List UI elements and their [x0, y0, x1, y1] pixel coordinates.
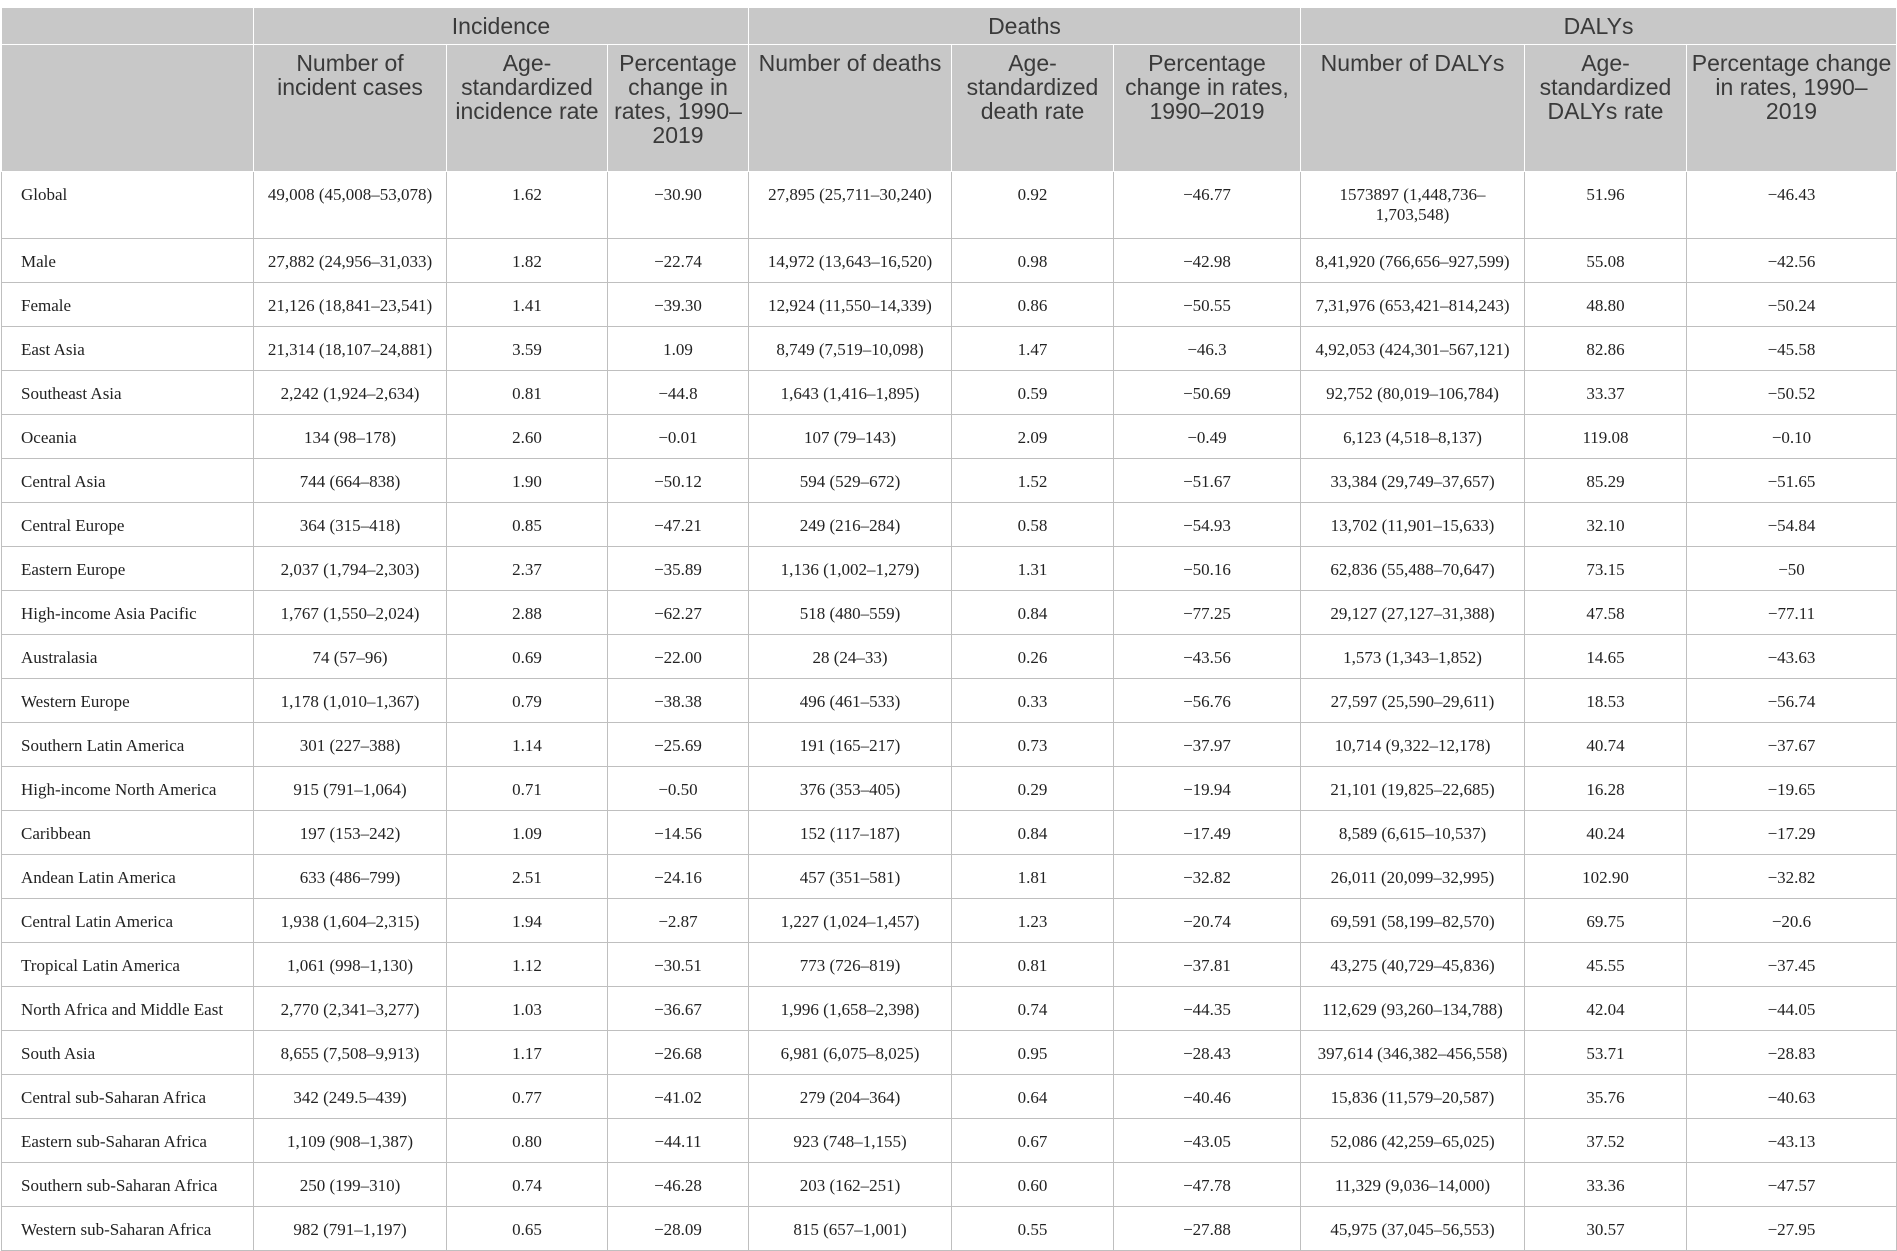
table-cell: 0.26 [952, 635, 1114, 679]
row-label: South Asia [2, 1031, 254, 1075]
table-cell: −50.16 [1114, 547, 1301, 591]
table-cell: 496 (461–533) [749, 679, 952, 723]
table-row [2, 239, 1897, 283]
table-cell: −14.56 [608, 811, 749, 855]
table-cell: −77.25 [1114, 591, 1301, 635]
header-column-row [2, 45, 1897, 172]
table-cell: −17.49 [1114, 811, 1301, 855]
table-row [2, 1207, 1897, 1251]
table-cell: 2,037 (1,794–2,303) [254, 547, 447, 591]
table-row [2, 1119, 1897, 1163]
row-label: Central Europe [2, 503, 254, 547]
table-cell: −37.97 [1114, 723, 1301, 767]
table-cell: −30.51 [608, 943, 749, 987]
table-row [2, 327, 1897, 371]
row-label: Tropical Latin America [2, 943, 254, 987]
table-cell: 12,924 (11,550–14,339) [749, 283, 952, 327]
table-cell: 21,314 (18,107–24,881) [254, 327, 447, 371]
table-cell: 0.84 [952, 591, 1114, 635]
table-cell: 40.24 [1525, 811, 1687, 855]
table-cell: 0.98 [952, 239, 1114, 283]
table-cell: 0.60 [952, 1163, 1114, 1207]
table-cell: 203 (162–251) [749, 1163, 952, 1207]
table-cell: 7,31,976 (653,421–814,243) [1301, 283, 1525, 327]
table-cell: 0.74 [447, 1163, 608, 1207]
table-row [2, 1075, 1897, 1119]
table-cell: 1.14 [447, 723, 608, 767]
table-cell: 0.67 [952, 1119, 1114, 1163]
table-cell: 6,123 (4,518–8,137) [1301, 415, 1525, 459]
table-cell: −2.87 [608, 899, 749, 943]
table-cell: 923 (748–1,155) [749, 1119, 952, 1163]
table-cell: −28.43 [1114, 1031, 1301, 1075]
header-dalys-rate: Age-standardized DALYs rate [1525, 45, 1687, 172]
table-cell: 191 (165–217) [749, 723, 952, 767]
header-incidence-change: Percentage change in rates, 1990–2019 [608, 45, 749, 172]
row-label: Eastern sub-Saharan Africa [2, 1119, 254, 1163]
table-cell: 2,242 (1,924–2,634) [254, 371, 447, 415]
table-cell: 1.09 [608, 327, 749, 371]
table-cell: −27.88 [1114, 1207, 1301, 1251]
table-cell: 33.36 [1525, 1163, 1687, 1207]
row-label: Southeast Asia [2, 371, 254, 415]
table-cell: 26,011 (20,099–32,995) [1301, 855, 1525, 899]
header-group-dalys: DALYs [1301, 8, 1897, 45]
table-row [2, 987, 1897, 1031]
table-cell: 47.58 [1525, 591, 1687, 635]
row-label: Female [2, 283, 254, 327]
table-cell: 119.08 [1525, 415, 1687, 459]
data-table [1, 7, 1897, 1251]
table-cell: 92,752 (80,019–106,784) [1301, 371, 1525, 415]
table-cell: −50.52 [1687, 371, 1897, 415]
table-cell: 457 (351–581) [749, 855, 952, 899]
table-cell: −47.78 [1114, 1163, 1301, 1207]
table-cell: 1,061 (998–1,130) [254, 943, 447, 987]
table-cell: 18.53 [1525, 679, 1687, 723]
table-cell: −32.82 [1114, 855, 1301, 899]
table-row [2, 899, 1897, 943]
table-cell: 27,597 (25,590–29,611) [1301, 679, 1525, 723]
table-cell: 1,136 (1,002–1,279) [749, 547, 952, 591]
table-cell: 1.52 [952, 459, 1114, 503]
table-cell: −40.46 [1114, 1075, 1301, 1119]
table-cell: 11,329 (9,036–14,000) [1301, 1163, 1525, 1207]
table-header [2, 8, 1897, 172]
table-cell: 62,836 (55,488–70,647) [1301, 547, 1525, 591]
table-cell: −50.69 [1114, 371, 1301, 415]
table-cell: 0.65 [447, 1207, 608, 1251]
header-death-rate: Age-standardized death rate [952, 45, 1114, 172]
table-row [2, 283, 1897, 327]
table-cell: 0.79 [447, 679, 608, 723]
table-cell: 249 (216–284) [749, 503, 952, 547]
table-cell: 74 (57–96) [254, 635, 447, 679]
table-cell: 0.81 [447, 371, 608, 415]
table-cell: 14,972 (13,643–16,520) [749, 239, 952, 283]
table-cell: 42.04 [1525, 987, 1687, 1031]
table-cell: 8,589 (6,615–10,537) [1301, 811, 1525, 855]
table-cell: 30.57 [1525, 1207, 1687, 1251]
table-cell: 0.86 [952, 283, 1114, 327]
table-cell: 0.84 [952, 811, 1114, 855]
table-cell: −43.56 [1114, 635, 1301, 679]
table-cell: −0.49 [1114, 415, 1301, 459]
table-row [2, 943, 1897, 987]
header-dalys-change: Percentage change in rates, 1990–2019 [1687, 45, 1897, 172]
table-cell: 0.81 [952, 943, 1114, 987]
table-cell: −51.65 [1687, 459, 1897, 503]
table-cell: 3.59 [447, 327, 608, 371]
table-cell: 633 (486–799) [254, 855, 447, 899]
table-cell: 73.15 [1525, 547, 1687, 591]
table-cell: 1.09 [447, 811, 608, 855]
table-cell: −44.8 [608, 371, 749, 415]
row-label: North Africa and Middle East [2, 987, 254, 1031]
row-label: Central sub-Saharan Africa [2, 1075, 254, 1119]
table-cell: 2.09 [952, 415, 1114, 459]
table-cell: 0.77 [447, 1075, 608, 1119]
table-cell: 1,227 (1,024–1,457) [749, 899, 952, 943]
table-cell: 1,643 (1,416–1,895) [749, 371, 952, 415]
table-cell: −20.6 [1687, 899, 1897, 943]
table-cell: −19.94 [1114, 767, 1301, 811]
table-cell: −19.65 [1687, 767, 1897, 811]
table-cell: −20.74 [1114, 899, 1301, 943]
table-cell: 279 (204–364) [749, 1075, 952, 1119]
table-row [2, 503, 1897, 547]
table-row [2, 1031, 1897, 1075]
row-label: High-income Asia Pacific [2, 591, 254, 635]
table-cell: 364 (315–418) [254, 503, 447, 547]
table-cell: 51.96 [1525, 172, 1687, 239]
table-cell: 16.28 [1525, 767, 1687, 811]
table-cell: −28.83 [1687, 1031, 1897, 1075]
table-cell: 52,086 (42,259–65,025) [1301, 1119, 1525, 1163]
table-cell: 29,127 (27,127–31,388) [1301, 591, 1525, 635]
table-cell: −42.98 [1114, 239, 1301, 283]
table-cell: 1.62 [447, 172, 608, 239]
row-label: Eastern Europe [2, 547, 254, 591]
table-row [2, 635, 1897, 679]
table-cell: 43,275 (40,729–45,836) [1301, 943, 1525, 987]
row-label: Global [2, 172, 254, 239]
table-cell: 1.90 [447, 459, 608, 503]
table-cell: 69.75 [1525, 899, 1687, 943]
table-row [2, 591, 1897, 635]
table-cell: 27,882 (24,956–31,033) [254, 239, 447, 283]
row-label: High-income North America [2, 767, 254, 811]
table-cell: 301 (227–388) [254, 723, 447, 767]
table-cell: 8,749 (7,519–10,098) [749, 327, 952, 371]
table-cell: 0.71 [447, 767, 608, 811]
table-cell: 0.59 [952, 371, 1114, 415]
table-cell: −40.63 [1687, 1075, 1897, 1119]
row-label: Southern sub-Saharan Africa [2, 1163, 254, 1207]
table-row [2, 679, 1897, 723]
table-row [2, 767, 1897, 811]
table-cell: 28 (24–33) [749, 635, 952, 679]
table-cell: 14.65 [1525, 635, 1687, 679]
table-cell: 82.86 [1525, 327, 1687, 371]
table-cell: −37.45 [1687, 943, 1897, 987]
table-cell: −22.74 [608, 239, 749, 283]
table-cell: 397,614 (346,382–456,558) [1301, 1031, 1525, 1075]
table-cell: 1.03 [447, 987, 608, 1031]
table-row [2, 459, 1897, 503]
table-cell: −25.69 [608, 723, 749, 767]
row-label: Western Europe [2, 679, 254, 723]
table-cell: 0.92 [952, 172, 1114, 239]
table-cell: −50.55 [1114, 283, 1301, 327]
table-cell: −54.84 [1687, 503, 1897, 547]
table-cell: −43.05 [1114, 1119, 1301, 1163]
table-cell: 8,655 (7,508–9,913) [254, 1031, 447, 1075]
table-cell: 45,975 (37,045–56,553) [1301, 1207, 1525, 1251]
table-cell: 1573897 (1,448,736–1,703,548) [1301, 172, 1525, 239]
table-cell: −17.29 [1687, 811, 1897, 855]
table-cell: 85.29 [1525, 459, 1687, 503]
row-label: Central Latin America [2, 899, 254, 943]
header-death-change: Percentage change in rates, 1990–2019 [1114, 45, 1301, 172]
table-cell: 1,938 (1,604–2,315) [254, 899, 447, 943]
table-cell: −46.28 [608, 1163, 749, 1207]
table-cell: 55.08 [1525, 239, 1687, 283]
table-cell: −32.82 [1687, 855, 1897, 899]
table-cell: −62.27 [608, 591, 749, 635]
table-cell: 1.41 [447, 283, 608, 327]
table-cell: −43.13 [1687, 1119, 1897, 1163]
table-cell: 773 (726–819) [749, 943, 952, 987]
table-cell: 1.17 [447, 1031, 608, 1075]
table-cell: 1,573 (1,343–1,852) [1301, 635, 1525, 679]
table-cell: 45.55 [1525, 943, 1687, 987]
table-cell: 1.81 [952, 855, 1114, 899]
table-cell: 0.69 [447, 635, 608, 679]
row-label: Western sub-Saharan Africa [2, 1207, 254, 1251]
table-cell: 2.88 [447, 591, 608, 635]
table-body [2, 172, 1897, 1251]
table-cell: −27.95 [1687, 1207, 1897, 1251]
table-cell: −24.16 [608, 855, 749, 899]
table-cell: −51.67 [1114, 459, 1301, 503]
table-cell: 1.12 [447, 943, 608, 987]
table-cell: 2.37 [447, 547, 608, 591]
table-cell: −38.38 [608, 679, 749, 723]
table-cell: −36.67 [608, 987, 749, 1031]
table-cell: −37.67 [1687, 723, 1897, 767]
table-cell: 1.94 [447, 899, 608, 943]
table-cell: −28.09 [608, 1207, 749, 1251]
table-cell: 1,767 (1,550–2,024) [254, 591, 447, 635]
table-cell: 152 (117–187) [749, 811, 952, 855]
header-group-deaths: Deaths [749, 8, 1301, 45]
table-cell: 1.82 [447, 239, 608, 283]
table-cell: 1.47 [952, 327, 1114, 371]
row-label: Oceania [2, 415, 254, 459]
table-cell: 4,92,053 (424,301–567,121) [1301, 327, 1525, 371]
table-cell: 0.64 [952, 1075, 1114, 1119]
table-cell: 0.95 [952, 1031, 1114, 1075]
table-row [2, 855, 1897, 899]
table-cell: −47.57 [1687, 1163, 1897, 1207]
table-cell: −44.11 [608, 1119, 749, 1163]
table-cell: −41.02 [608, 1075, 749, 1119]
table-cell: 1,178 (1,010–1,367) [254, 679, 447, 723]
table-cell: −43.63 [1687, 635, 1897, 679]
table-cell: −44.35 [1114, 987, 1301, 1031]
table-cell: 518 (480–559) [749, 591, 952, 635]
table-cell: 0.73 [952, 723, 1114, 767]
table-cell: 35.76 [1525, 1075, 1687, 1119]
table-cell: 107 (79–143) [749, 415, 952, 459]
table-cell: 13,702 (11,901–15,633) [1301, 503, 1525, 547]
row-label: Caribbean [2, 811, 254, 855]
table-cell: −39.30 [608, 283, 749, 327]
header-group-row [2, 8, 1897, 45]
table-cell: 27,895 (25,711–30,240) [749, 172, 952, 239]
table-cell: 342 (249.5–439) [254, 1075, 447, 1119]
table-cell: −46.77 [1114, 172, 1301, 239]
table-row [2, 1163, 1897, 1207]
row-label: Southern Latin America [2, 723, 254, 767]
table-cell: −56.74 [1687, 679, 1897, 723]
table-cell: 1.31 [952, 547, 1114, 591]
table-cell: 49,008 (45,008–53,078) [254, 172, 447, 239]
table-cell: −26.68 [608, 1031, 749, 1075]
header-corner [2, 8, 254, 45]
table-row [2, 811, 1897, 855]
header-corner-sub [2, 45, 254, 172]
table-row [2, 723, 1897, 767]
table-cell: 37.52 [1525, 1119, 1687, 1163]
table-cell: 0.29 [952, 767, 1114, 811]
table-cell: 1,996 (1,658–2,398) [749, 987, 952, 1031]
header-incidence-rate: Age-standardized incidence rate [447, 45, 608, 172]
table-row [2, 547, 1897, 591]
table-cell: 53.71 [1525, 1031, 1687, 1075]
table-cell: 744 (664–838) [254, 459, 447, 503]
table-cell: 0.58 [952, 503, 1114, 547]
header-deaths: Number of deaths [749, 45, 952, 172]
table-cell: 33.37 [1525, 371, 1687, 415]
table-cell: 112,629 (93,260–134,788) [1301, 987, 1525, 1031]
table-cell: 594 (529–672) [749, 459, 952, 503]
table-cell: −0.10 [1687, 415, 1897, 459]
header-incident-cases: Number of incident cases [254, 45, 447, 172]
table-cell: −0.01 [608, 415, 749, 459]
row-label: Andean Latin America [2, 855, 254, 899]
table-cell: −47.21 [608, 503, 749, 547]
table-cell: −50 [1687, 547, 1897, 591]
table-cell: −54.93 [1114, 503, 1301, 547]
table-cell: 376 (353–405) [749, 767, 952, 811]
table-cell: 915 (791–1,064) [254, 767, 447, 811]
table-cell: 69,591 (58,199–82,570) [1301, 899, 1525, 943]
table-cell: 0.33 [952, 679, 1114, 723]
table-cell: 21,126 (18,841–23,541) [254, 283, 447, 327]
table-cell: −37.81 [1114, 943, 1301, 987]
table-cell: 134 (98–178) [254, 415, 447, 459]
row-label: Male [2, 239, 254, 283]
table-cell: 48.80 [1525, 283, 1687, 327]
table-cell: 0.80 [447, 1119, 608, 1163]
table-cell: 102.90 [1525, 855, 1687, 899]
table-cell: 8,41,920 (766,656–927,599) [1301, 239, 1525, 283]
table-cell: 0.55 [952, 1207, 1114, 1251]
row-label: East Asia [2, 327, 254, 371]
table-cell: −77.11 [1687, 591, 1897, 635]
table-cell: −30.90 [608, 172, 749, 239]
table-cell: 33,384 (29,749–37,657) [1301, 459, 1525, 503]
table-cell: −35.89 [608, 547, 749, 591]
row-label: Australasia [2, 635, 254, 679]
table-cell: −50.12 [608, 459, 749, 503]
table-cell: −46.43 [1687, 172, 1897, 239]
table-cell: 32.10 [1525, 503, 1687, 547]
table-cell: 197 (153–242) [254, 811, 447, 855]
table-cell: 815 (657–1,001) [749, 1207, 952, 1251]
table-cell: 0.74 [952, 987, 1114, 1031]
row-label: Central Asia [2, 459, 254, 503]
table-cell: 2,770 (2,341–3,277) [254, 987, 447, 1031]
table-cell: −22.00 [608, 635, 749, 679]
table-cell: 1,109 (908–1,387) [254, 1119, 447, 1163]
table-cell: 15,836 (11,579–20,587) [1301, 1075, 1525, 1119]
table-cell: 1.23 [952, 899, 1114, 943]
table-cell: −56.76 [1114, 679, 1301, 723]
table-row [2, 371, 1897, 415]
table-cell: 982 (791–1,197) [254, 1207, 447, 1251]
table-cell: 6,981 (6,075–8,025) [749, 1031, 952, 1075]
table-cell: 2.60 [447, 415, 608, 459]
table-cell: 21,101 (19,825–22,685) [1301, 767, 1525, 811]
table-cell: 40.74 [1525, 723, 1687, 767]
table-cell: −42.56 [1687, 239, 1897, 283]
header-dalys: Number of DALYs [1301, 45, 1525, 172]
table-cell: −50.24 [1687, 283, 1897, 327]
table-cell: −46.3 [1114, 327, 1301, 371]
table-cell: 250 (199–310) [254, 1163, 447, 1207]
table-cell: −44.05 [1687, 987, 1897, 1031]
table-cell: 10,714 (9,322–12,178) [1301, 723, 1525, 767]
table-row [2, 415, 1897, 459]
table-cell: −0.50 [608, 767, 749, 811]
header-group-incidence: Incidence [254, 8, 749, 45]
table-row [2, 172, 1897, 239]
table-cell: −45.58 [1687, 327, 1897, 371]
table-cell: 0.85 [447, 503, 608, 547]
table-cell: 2.51 [447, 855, 608, 899]
